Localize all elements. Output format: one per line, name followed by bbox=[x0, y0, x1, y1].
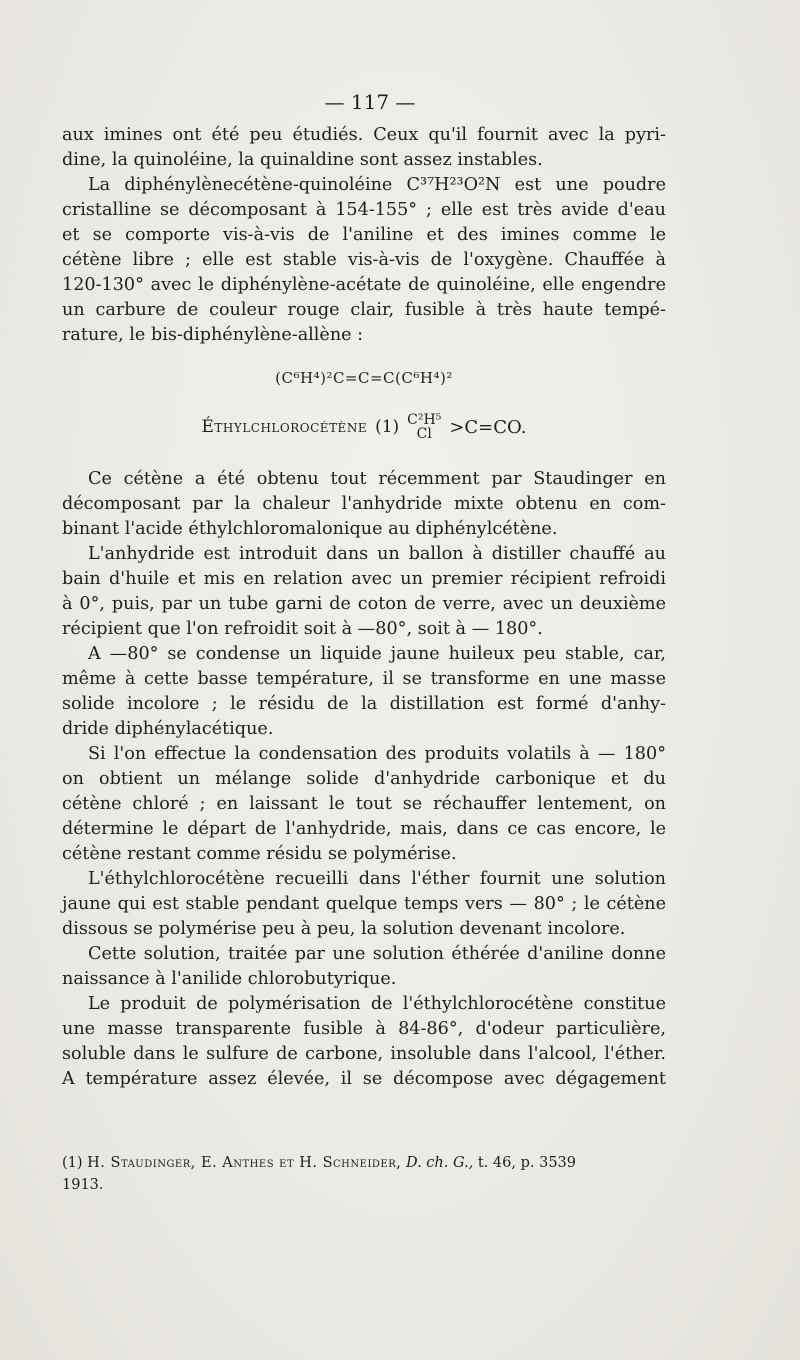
text-line: Ce cétène a été obtenu tout récemment par Staudinger en bbox=[88, 469, 666, 489]
footnote-citation: t. 46, p. 3539 bbox=[477, 1155, 576, 1171]
text-line: La diphénylènecétène-quinoléine C³⁷H²³O²N est une poudre bbox=[88, 175, 666, 195]
text-line: bain d'huile et mis en relation avec un premier récipient refroidi bbox=[62, 569, 666, 589]
main-text bbox=[62, 123, 666, 1092]
text-line: cétène chloré ; en laissant le tout se réchauffer lentement, on bbox=[62, 794, 666, 814]
text-line: jaune qui est stable pendant quelque temps vers — 80° ; le cétène bbox=[62, 894, 666, 914]
text-line: soluble dans le sulfure de carbone, insoluble dans l'alcool, l'éther. bbox=[62, 1044, 666, 1064]
section-heading bbox=[62, 413, 666, 441]
footnote-marker: (1) bbox=[62, 1155, 83, 1171]
text-line: cétène libre ; elle est stable vis-à-vis de l'oxygène. Chauffée à bbox=[62, 250, 666, 270]
text-line: A —80° se condense un liquide jaune huileux peu stable, car, bbox=[88, 644, 666, 664]
text-line: Le produit de polymérisation de l'éthylchlorocétène constitue bbox=[88, 994, 666, 1014]
text-line: décomposant par la chaleur l'anhydride mixte obtenu en com- bbox=[62, 494, 666, 514]
text-line: Cette solution, traitée par une solution éthérée d'aniline donne bbox=[88, 944, 666, 964]
text-line: dine, la quinoléine, la quinaldine sont assez instables. bbox=[62, 150, 543, 170]
substituent-group bbox=[407, 413, 441, 441]
text-line: solide incolore ; le résidu de la distillation est formé d'anhy- bbox=[62, 694, 666, 714]
footnote-year: 1913. bbox=[62, 1177, 104, 1193]
text-line: même à cette basse température, il se transforme en une masse bbox=[62, 669, 666, 689]
footnote-authors: H. Staudinger, E. Anthes et H. Schneider, bbox=[87, 1155, 402, 1171]
text-line: une masse transparente fusible à 84-86°, d'odeur particulière, bbox=[62, 1019, 666, 1039]
text-line: A température assez élevée, il se décompose avec dégagement bbox=[62, 1069, 666, 1089]
group-top: C²H⁵ bbox=[407, 412, 442, 428]
text-line: récipient que l'on refroidit soit à —80°, soit à — 180°. bbox=[62, 619, 543, 639]
text-line: 120-130° avec le diphénylène-acétate de quinoléine, elle engendre bbox=[62, 275, 666, 295]
footnote-ref: (1) bbox=[375, 416, 400, 437]
allene-formula: (C⁶H⁴)²C=C=C(C⁶H⁴)² bbox=[275, 369, 453, 387]
text-line: naissance à l'anilide chlorobutyrique. bbox=[62, 969, 397, 989]
text-line: dissous se polymérise peu à peu, la solution devenant incolore. bbox=[62, 919, 626, 939]
footnote bbox=[62, 1152, 666, 1196]
text-line: binant l'acide éthylchloromalonique au diphénylcétène. bbox=[62, 519, 558, 539]
text-line: un carbure de couleur rouge clair, fusible à très haute tempé- bbox=[62, 300, 666, 320]
text-line: détermine le départ de l'anhydride, mais, dans ce cas encore, le bbox=[62, 819, 666, 839]
section-title: Éthylchlorocétène bbox=[201, 416, 368, 437]
bond-formula: >C=CO. bbox=[449, 416, 527, 438]
page-number: — 117 — bbox=[324, 90, 416, 114]
text-line: rature, le bis-diphénylène-allène : bbox=[62, 325, 364, 345]
text-line: L'éthylchlorocétène recueilli dans l'éther fournit une solution bbox=[88, 869, 666, 889]
text-line: à 0°, puis, par un tube garni de coton de verre, avec un deuxième bbox=[62, 594, 666, 614]
text-line: Si l'on effectue la condensation des produits volatils à — 180° bbox=[88, 744, 666, 764]
text-line: et se comporte vis-à-vis de l'aniline et des imines comme le bbox=[62, 225, 666, 245]
text-line: cétène restant comme résidu se polymérise. bbox=[62, 844, 457, 864]
text-line: cristalline se décomposant à 154-155° ; elle est très avide d'eau bbox=[62, 200, 666, 220]
text-line: L'anhydride est introduit dans un ballon à distiller chauffé au bbox=[88, 544, 666, 564]
footnote-journal: D. ch. G., bbox=[405, 1155, 474, 1171]
group-bottom: Cl bbox=[416, 426, 432, 442]
text-line: dride diphénylacétique. bbox=[62, 719, 274, 739]
text-line: on obtient un mélange solide d'anhydride carbonique et du bbox=[62, 769, 666, 789]
text-line: aux imines ont été peu étudiés. Ceux qu'il fournit avec la pyri- bbox=[62, 125, 666, 145]
